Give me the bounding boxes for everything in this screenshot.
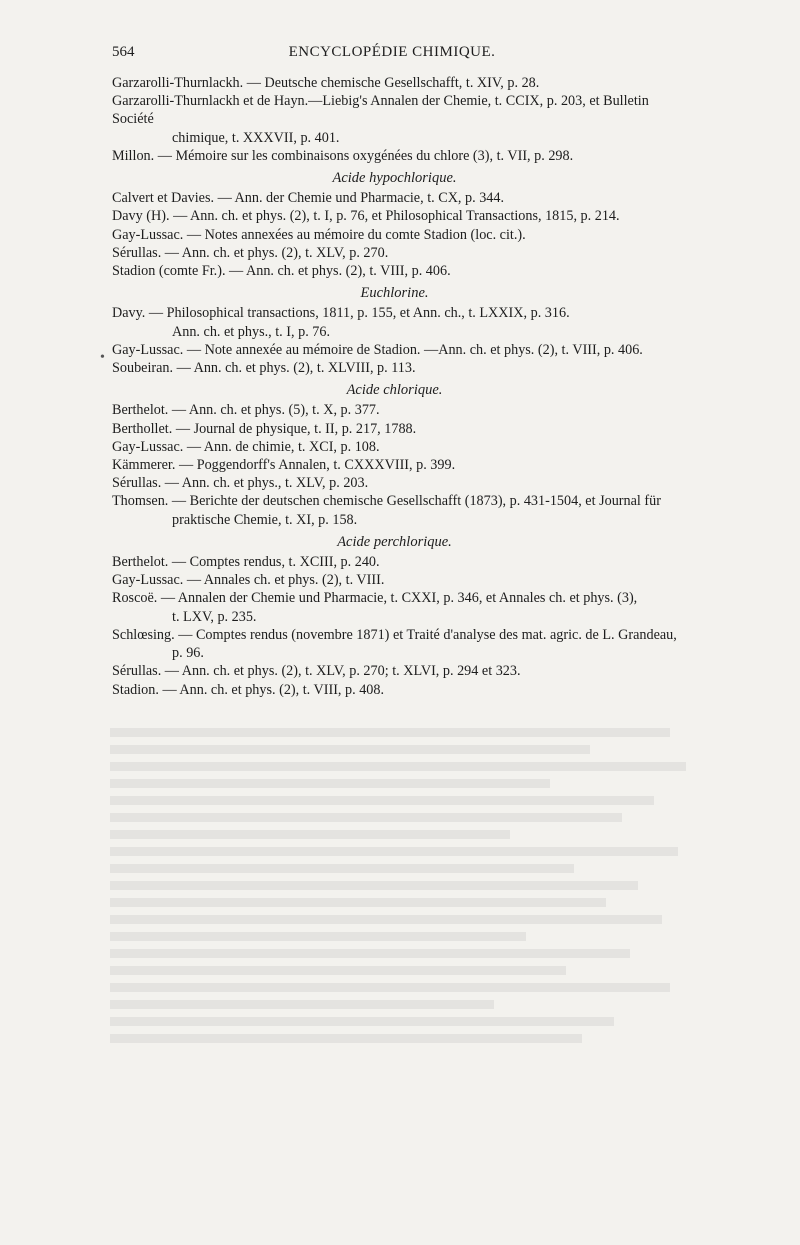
bib-entry: Sérullas. — Ann. ch. et phys. (2), t. XLV, p. 270; t. XLVI, p. 294 et 323. (112, 663, 521, 680)
running-title: ENCYCLOPÉDIE CHIMIQUE. (288, 44, 496, 60)
bib-entry: Garzarolli-Thurnlackh et de Hayn.—Liebig's Annalen der Chemie, t. CCIX, p. 203, et Bulletin Société chimique, t. XXXVII, p. 401. (112, 93, 649, 146)
section-title: Euchlorine. (360, 285, 429, 302)
bib-entry: Stadion (comte Fr.). — Ann. ch. et phys. (2), t. VIII, p. 406. (112, 263, 451, 280)
bib-entry: Berthelot. — Comptes rendus, t. XCIII, p. 240. (112, 554, 380, 571)
bib-entry: Sérullas. — Ann. ch. et phys., t. XLV, p. 203. (112, 475, 369, 492)
page-number: 564 (112, 44, 135, 60)
bib-entry: Roscoë. — Annalen der Chemie und Pharmacie, t. CXXI, p. 346, et Annales ch. et phys. (3), t. LXV, p. 235. (112, 590, 638, 625)
show-through-texture (0, 720, 800, 1220)
bibliography-list (112, 74, 677, 699)
bib-entry: Sérullas. — Ann. ch. et phys. (2), t. XLV, p. 270. (112, 244, 389, 261)
bib-entry: Kämmerer. — Poggendorff's Annalen, t. CXXXVIII, p. 399. (112, 457, 456, 474)
bib-entry: Davy. — Philosophical transactions, 1811, p. 155, et Ann. ch., t. LXXIX, p. 316. Ann. ch. et phys., t. I, p. 76. (112, 305, 570, 340)
bib-entry: Schlœsing. — Comptes rendus (novembre 1871) et Traité d'analyse des mat. agric. de L. Grandeau, p. 96. (112, 626, 677, 662)
section-title: Acide perchlorique. (337, 533, 452, 550)
bib-entry: Gay-Lussac. — Ann. de chimie, t. XCI, p. 108. (112, 438, 380, 455)
bib-entry: Calvert et Davies. — Ann. der Chemie und Pharmacie, t. CX, p. 344. (112, 190, 505, 207)
section-title: Acide hypochlorique. (332, 170, 457, 187)
bib-entry: Millon. — Mémoire sur les combinaisons oxygénées du chlore (3), t. VII, p. 298. (112, 147, 574, 164)
page-header (112, 44, 672, 68)
bib-entry: Soubeiran. — Ann. ch. et phys. (2), t. XLVIII, p. 113. (112, 360, 416, 377)
bib-entry: Berthelot. — Ann. ch. et phys. (5), t. X, p. 377. (112, 402, 380, 419)
section-title: Acide chlorique. (346, 382, 443, 399)
bib-entry: Berthollet. — Journal de physique, t. II, p. 217, 1788. (112, 420, 417, 437)
bib-entry: Gay-Lussac. — Annales ch. et phys. (2), t. VIII. (112, 572, 385, 589)
margin-mark: • (100, 350, 105, 365)
bib-entry: Garzarolli-Thurnlackh. — Deutsche chemische Gesellschafft, t. XIV, p. 28. (112, 75, 540, 91)
bib-entry: Gay-Lussac. — Note annexée au mémoire de Stadion. —Ann. ch. et phys. (2), t. VIII, p. 406. (112, 341, 643, 358)
bib-entry: Stadion. — Ann. ch. et phys. (2), t. VIII, p. 408. (112, 681, 385, 698)
intro-entries (112, 74, 677, 165)
bib-entry: Davy (H). — Ann. ch. et phys. (2), t. I, p. 76, et Philosophical Transactions, 1815, p. 214. (112, 208, 620, 225)
section-hypochlorique (112, 169, 677, 280)
section-euchlorine (112, 284, 677, 377)
section-perchlorique (112, 533, 677, 699)
bib-entry: Gay-Lussac. — Notes annexées au mémoire du comte Stadion (loc. cit.). (112, 226, 526, 243)
bib-entry: Thomsen. — Berichte der deutschen chemische Gesellschafft (1873), p. 431-1504, et Journal für praktische Chemie, t. XI, p. 158. (112, 493, 661, 528)
section-chlorique (112, 381, 677, 529)
